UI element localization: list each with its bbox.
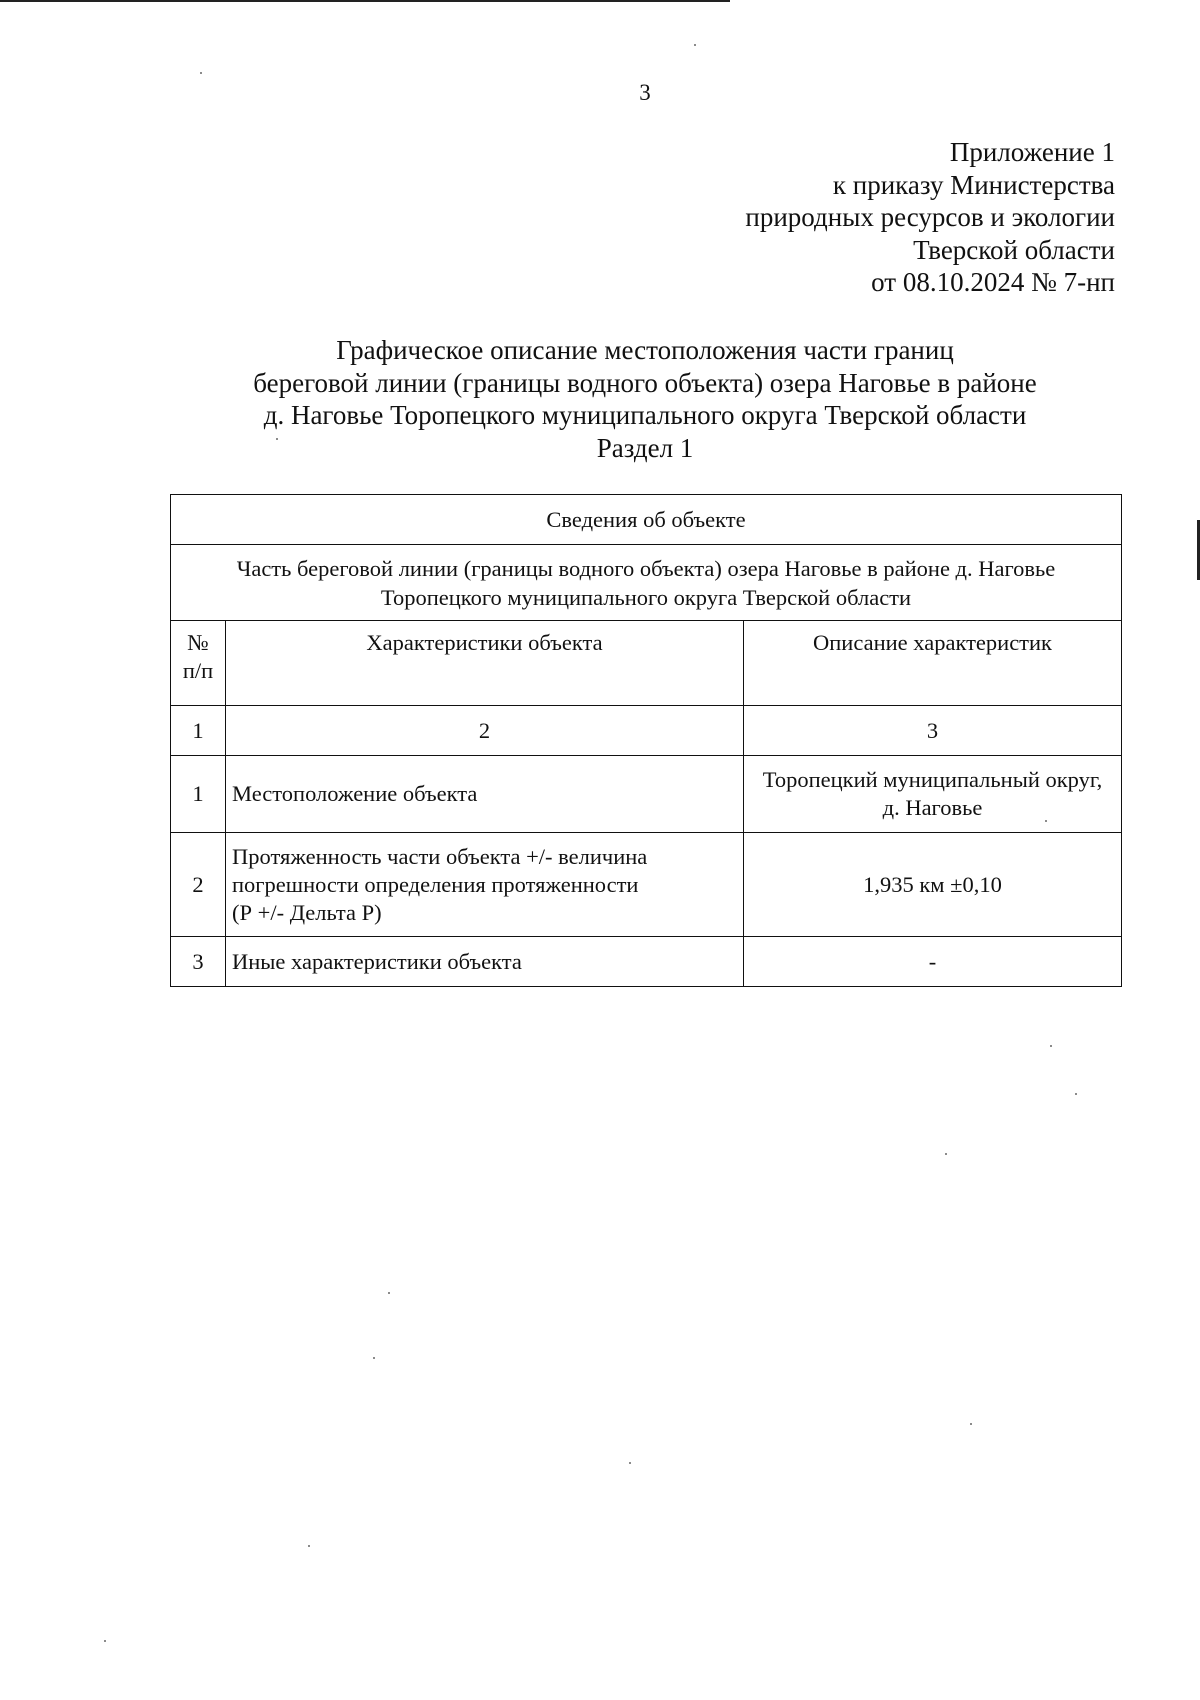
document-title: [170, 334, 1120, 464]
scan-speck: [945, 1153, 947, 1155]
page-number: 3: [639, 80, 651, 105]
column-number-row: [171, 706, 1122, 756]
row-description: 1,935 км ±0,10: [744, 833, 1122, 937]
appendix-line: к приказу Министерства: [832, 169, 1115, 200]
appendix-reference: [745, 136, 1115, 299]
description-line: Торопецкий муниципальный округ,: [762, 767, 1103, 792]
row-characteristic: Местоположение объекта: [226, 756, 744, 833]
table-row: [171, 937, 1122, 987]
scan-speck: [1045, 820, 1047, 822]
object-info-table: [170, 494, 1122, 987]
column-header-num: [171, 621, 226, 706]
scan-speck: [1050, 1045, 1052, 1047]
object-name-line: Торопецкого муниципального округа Тверской области: [380, 584, 912, 610]
scan-speck: [104, 1640, 106, 1642]
table-row: [171, 756, 1122, 833]
num-abbrev: п/п: [182, 658, 214, 683]
table-row: [171, 833, 1122, 937]
scan-speck: [373, 1357, 375, 1359]
scan-speck: [694, 44, 696, 46]
row-number: 2: [171, 833, 226, 937]
scan-speck: [970, 1423, 972, 1425]
characteristic-line: (Р +/- Дельта Р): [232, 899, 382, 925]
table-header-cell: Сведения об объекте: [171, 495, 1122, 545]
table-header-row: [171, 495, 1122, 545]
column-header-description: Описание характеристик: [744, 621, 1122, 706]
row-characteristic: [226, 833, 744, 937]
row-characteristic: Иные характеристики объекта: [226, 937, 744, 987]
column-number: 3: [744, 706, 1122, 756]
title-line: Графическое описание местоположения части границ: [336, 335, 954, 365]
row-number: 1: [171, 756, 226, 833]
scan-edge-top: [0, 0, 730, 2]
characteristic-line: Протяженность части объекта +/- величина: [232, 843, 648, 869]
section-label: Раздел 1: [596, 432, 694, 463]
object-name-row: [171, 545, 1122, 621]
row-description: [744, 756, 1122, 833]
characteristic-line: погрешности определения протяженности: [232, 871, 639, 897]
scan-speck: [629, 1462, 631, 1464]
num-sign: №: [187, 630, 209, 655]
column-number: 2: [226, 706, 744, 756]
column-header-row: [171, 621, 1122, 706]
object-name-cell: [171, 545, 1122, 621]
title-line: д. Наговье Торопецкого муниципального округа Тверской области: [263, 400, 1027, 430]
appendix-line: Тверской области: [913, 234, 1115, 265]
description-line: д. Наговье: [882, 795, 983, 820]
row-number: 3: [171, 937, 226, 987]
appendix-line: природных ресурсов и экологии: [745, 202, 1115, 232]
title-line: береговой линии (границы водного объекта) озера Наговье в районе: [253, 367, 1037, 398]
scan-speck: [200, 72, 202, 74]
scan-speck: [388, 1292, 390, 1294]
scan-speck: [308, 1545, 310, 1547]
object-name-line: Часть береговой линии (границы водного объекта) озера Наговье в районе д. Наговье: [236, 555, 1056, 581]
scan-speck: [276, 438, 278, 440]
row-description: -: [744, 937, 1122, 987]
appendix-line: Приложение 1: [949, 137, 1115, 167]
column-header-characteristics: Характеристики объекта: [226, 621, 744, 706]
scan-speck: [1075, 1093, 1077, 1095]
column-number: 1: [171, 706, 226, 756]
appendix-line: от 08.10.2024 № 7-нп: [871, 267, 1115, 297]
